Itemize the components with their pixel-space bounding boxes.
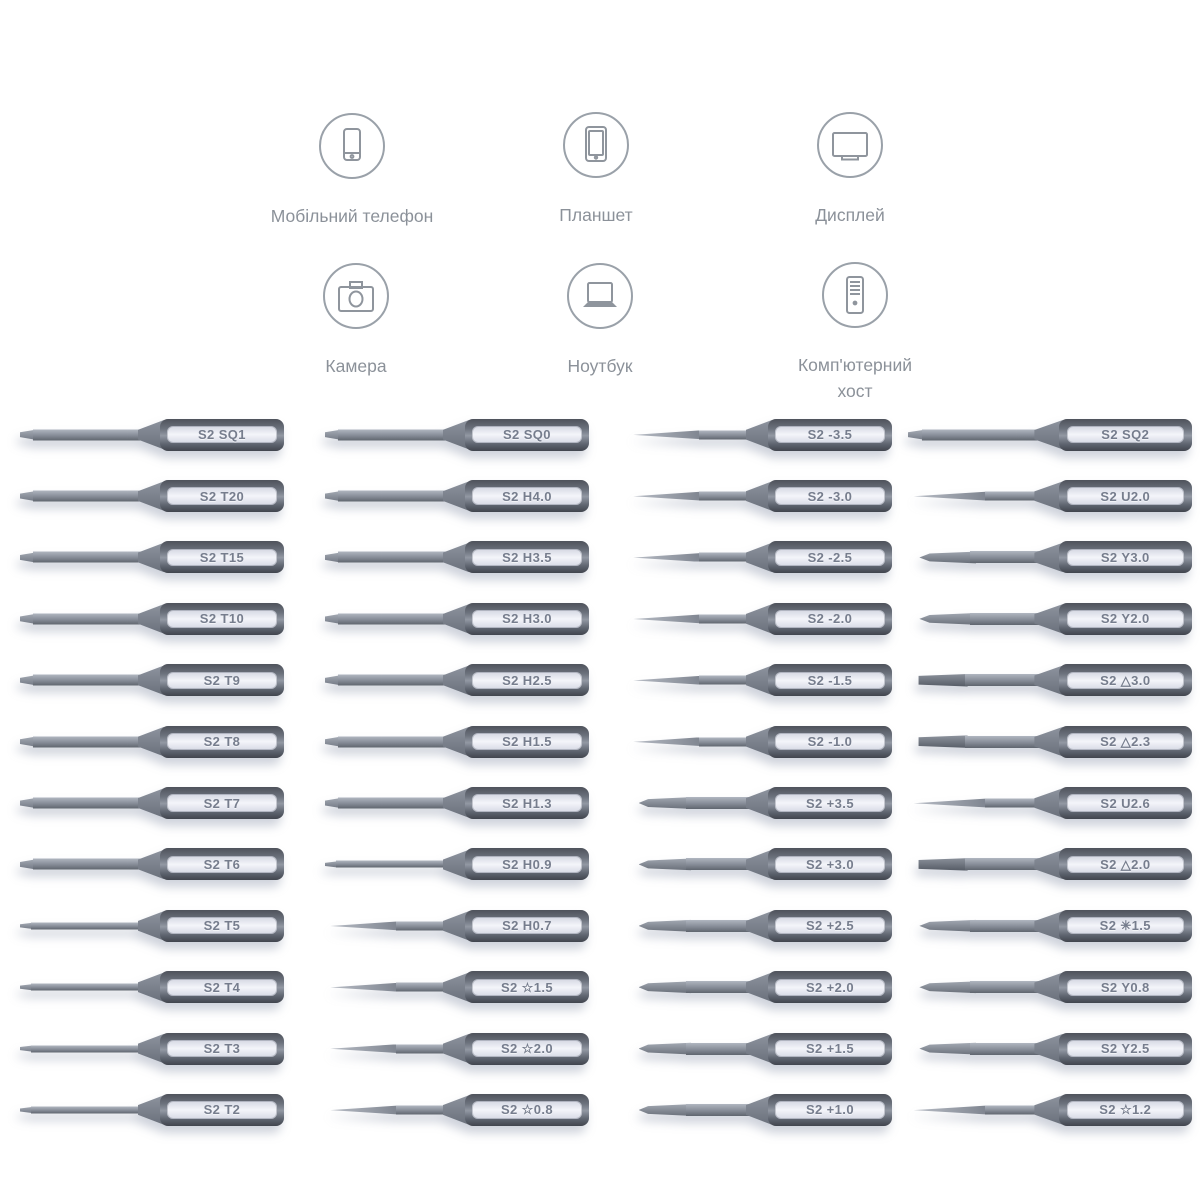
bit [20,1033,284,1065]
bit-shank [1059,726,1192,758]
bit [325,787,589,819]
bit [20,664,284,696]
bit-tip [633,614,702,623]
bit-tip [639,1042,692,1056]
bit [20,787,284,819]
bit-label: S2 T10 [167,610,276,627]
bit-shank [1059,480,1192,512]
bit-shank [1059,541,1192,573]
bit-label: S2 ☆2.0 [472,1040,581,1057]
bit-shank [160,480,284,512]
device-mobile-phone [257,113,447,229]
bit-shank [465,664,589,696]
bit-label: S2 Y2.5 [1067,1040,1184,1057]
bit-shank [160,541,284,573]
device-laptop [505,263,695,379]
device-label: Комп'ютерний хост [797,355,912,401]
bit-tip [330,921,399,930]
bit [325,541,589,573]
bit-tip [639,1103,692,1117]
bit-shank [160,664,284,696]
bit [325,664,589,696]
bit-label: S2 H4.0 [472,487,581,504]
bit-shank [768,1094,892,1126]
camera-icon [323,263,389,329]
bit-label: S2 △2.0 [1067,856,1184,873]
bit-shank [768,787,892,819]
bit [908,910,1192,942]
bit-tip [917,674,968,687]
bit-label: S2 SQ0 [472,426,581,443]
bit-shank [160,971,284,1003]
bit-tip [633,553,702,562]
bit-shank [465,480,589,512]
bit [628,726,892,758]
bit-label: S2 ☆1.2 [1067,1101,1184,1118]
bit-label: S2 T7 [167,794,276,811]
bit-label: S2 H0.7 [472,917,581,934]
bit [325,910,589,942]
bit-shank [768,726,892,758]
bit [325,726,589,758]
device-label: Планшет [559,205,633,225]
bit-tip [914,1105,988,1114]
bit [628,480,892,512]
bit-label: S2 H1.3 [472,794,581,811]
bit-shank [465,419,589,451]
bit [908,848,1192,880]
bit-label: S2 ✳1.5 [1067,917,1184,934]
bit-tip [633,492,702,501]
bit [628,1094,892,1126]
bit-shank [465,971,589,1003]
bit [325,480,589,512]
bit [325,419,589,451]
bit-label: S2 T15 [167,549,276,566]
device-label: Ноутбук [567,356,633,376]
bit-shank [768,848,892,880]
bit-tip [633,737,702,746]
device-computer-host [780,262,930,404]
bit-label: S2 H0.9 [472,856,581,873]
bit-tip [914,492,988,501]
bit-label: S2 U2.0 [1067,487,1184,504]
bit-label: S2 +2.5 [775,917,884,934]
bit-label: S2 ☆1.5 [472,979,581,996]
device-display [755,112,945,228]
device-label: Камера [325,356,387,376]
bit-shank [768,541,892,573]
bit-shank [1059,1033,1192,1065]
bit-label: S2 T8 [167,733,276,750]
bit-label: S2 +1.5 [775,1040,884,1057]
bit-tip [330,1044,399,1053]
bit-tip [919,612,976,626]
bit-shank [465,848,589,880]
bit [628,603,892,635]
bit-shank [465,1094,589,1126]
bit [325,1033,589,1065]
bit-label: S2 +3.0 [775,856,884,873]
bit-column-special [908,404,1172,1141]
device-camera [261,263,451,379]
bit-shank [768,419,892,451]
bit-label: S2 -2.0 [775,610,884,627]
bit [628,541,892,573]
bit-label: S2 Y2.0 [1067,610,1184,627]
bit [628,910,892,942]
bit [908,971,1192,1003]
bit-shank [160,848,284,880]
bit-shank [465,1033,589,1065]
bit-label: S2 T5 [167,917,276,934]
bit-label: S2 SQ1 [167,426,276,443]
bit-tip [330,1105,399,1114]
bit [628,848,892,880]
bit-tip [633,430,702,439]
bit-label: S2 +2.0 [775,979,884,996]
bit-shank [160,726,284,758]
device-label: Мобільний телефон [270,206,434,226]
bit-shank [465,726,589,758]
bit-shank [1059,910,1192,942]
bit-tip [639,857,692,871]
bit-label: S2 Y3.0 [1067,549,1184,566]
bit-shank [1059,664,1192,696]
display-icon [817,112,883,178]
bit [908,787,1192,819]
bit [20,1094,284,1126]
bit [325,1094,589,1126]
bit-tip [914,799,988,808]
bit-label: S2 T4 [167,979,276,996]
bit-tip [919,919,976,933]
bit [325,603,589,635]
bit-shank [768,480,892,512]
bit [20,480,284,512]
bit-tip [639,796,692,810]
bit-label: S2 H1.5 [472,733,581,750]
bit-shank [465,787,589,819]
bit [628,664,892,696]
computer-tower-icon [822,262,888,328]
bit [908,1094,1192,1126]
laptop-icon [567,263,633,329]
bit-shank [1059,848,1192,880]
bit-shank [1059,971,1192,1003]
bit [20,726,284,758]
bit-shank [160,1094,284,1126]
bit-column-slotted-phillips [628,404,892,1141]
bit [628,787,892,819]
bit-shank [160,1033,284,1065]
bit-label: S2 H2.5 [472,672,581,689]
bit-label: S2 H3.0 [472,610,581,627]
bit-shank [465,910,589,942]
bit-tip [330,983,399,992]
bit-shank [465,603,589,635]
bit [20,910,284,942]
bit [20,971,284,1003]
bit [325,971,589,1003]
bit [908,419,1192,451]
bit [325,848,589,880]
bit-shank [1059,603,1192,635]
bit-shank [1059,787,1192,819]
bit-shank [1059,419,1192,451]
bit [20,419,284,451]
smartphone-icon [319,113,385,179]
bit-shank [160,603,284,635]
bit-shank [768,910,892,942]
bit-label: S2 Y0.8 [1067,979,1184,996]
bit-label: S2 -2.5 [775,549,884,566]
bit-shank [768,664,892,696]
bit-tip [919,1042,976,1056]
bit-label: S2 T3 [167,1040,276,1057]
bit-label: S2 T9 [167,672,276,689]
bit [908,664,1192,696]
bit-tip [917,858,968,871]
device-label: Дисплей [815,205,885,225]
bit-label: S2 -3.0 [775,487,884,504]
bit-label: S2 ☆0.8 [472,1101,581,1118]
bit-label: S2 T2 [167,1101,276,1118]
bit-label: S2 -3.5 [775,426,884,443]
bit [908,480,1192,512]
bit-label: S2 H3.5 [472,549,581,566]
bit-tip [639,980,692,994]
bit-shank [160,419,284,451]
bit [908,541,1192,573]
bit-label: S2 T6 [167,856,276,873]
bit-label: S2 △3.0 [1067,672,1184,689]
bit-tip [917,735,968,748]
bit-label: S2 -1.0 [775,733,884,750]
bit-shank [160,910,284,942]
bit-shank [160,787,284,819]
bit-label: S2 U2.6 [1067,794,1184,811]
tablet-icon [563,112,629,178]
bit-tip [639,919,692,933]
bit [628,419,892,451]
bit [628,1033,892,1065]
bit-tip [919,980,976,994]
bit [20,541,284,573]
bit-label: S2 △2.3 [1067,733,1184,750]
bit-shank [768,971,892,1003]
bit-shank [768,1033,892,1065]
bit-label: S2 SQ2 [1067,426,1184,443]
device-tablet [501,112,691,228]
bit [908,726,1192,758]
bit-column-hex [325,404,589,1141]
bit-tip [919,550,976,564]
bit [20,848,284,880]
bit-column-torx [20,404,284,1141]
bit-shank [465,541,589,573]
bit [908,603,1192,635]
bit-label: S2 +3.5 [775,794,884,811]
bit-label: S2 +1.0 [775,1101,884,1118]
bit-shank [768,603,892,635]
bit-label: S2 -1.5 [775,672,884,689]
bit [20,603,284,635]
bit [628,971,892,1003]
bit [908,1033,1192,1065]
bit-tip [633,676,702,685]
bit-label: S2 T20 [167,487,276,504]
bit-shank [1059,1094,1192,1126]
